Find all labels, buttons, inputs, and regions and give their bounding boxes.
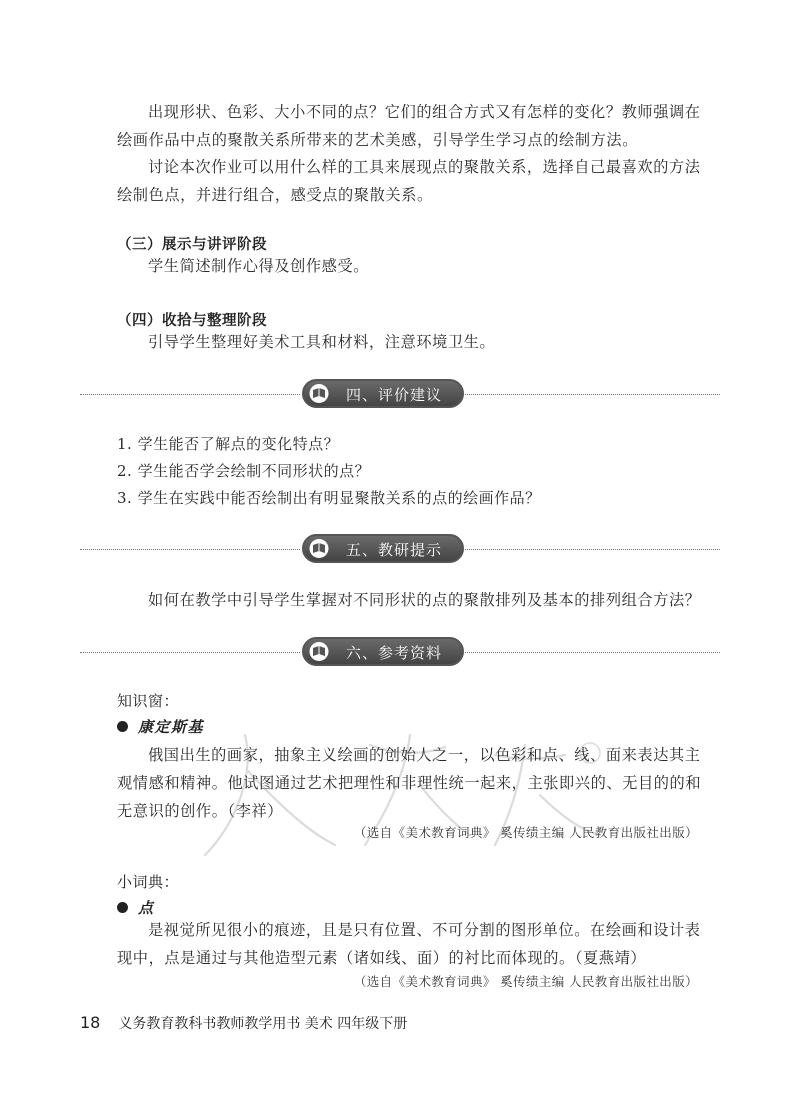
section-4-heading: （四）收拾与整理阶段 xyxy=(117,313,267,329)
banner-pill xyxy=(302,534,464,563)
knowledge-window-title-text: 康定斯基 xyxy=(138,718,205,736)
dotted-rule-left xyxy=(80,652,300,653)
dotted-rule-right xyxy=(465,549,720,550)
evaluation-item-3: 3. 学生在实践中能否绘制出有明显聚散关系的点的绘画作品？ xyxy=(117,489,541,507)
evaluation-item-2: 2. 学生能否学会绘制不同形状的点？ xyxy=(117,462,371,480)
bullet-icon xyxy=(117,721,128,732)
banner-label: 六、参考资料 xyxy=(346,644,443,662)
knowledge-window-title xyxy=(117,716,204,737)
banner-label: 五、教研提示 xyxy=(346,541,443,559)
dictionary-text: 是视觉所见很小的痕迹，且是只有位置、不可分割的图形单位。在绘画和设计表现中，点是通过与其他造型元素（诸如线、面）的衬比而体现的。（夏燕靖） xyxy=(117,921,701,967)
references-banner xyxy=(80,635,720,669)
evaluation-banner xyxy=(80,377,720,411)
intro-paragraph-1: 出现形状、色彩、大小不同的点？它们的组合方式又有怎样的变化？教师强调在绘画作品中点的聚散关系所带来的艺术美感，引导学生学习点的绘制方法。 xyxy=(117,103,701,149)
dictionary-label: 小词典： xyxy=(117,873,180,891)
intro-paragraph-2: 讨论本次作业可以用什么样的工具来展现点的聚散关系，选择自己最喜欢的方法绘制色点，并进行组合，感受点的聚散关系。 xyxy=(117,158,701,204)
page-footer xyxy=(80,1013,407,1033)
book-emblem-icon xyxy=(308,382,333,405)
book-emblem-icon xyxy=(308,640,333,663)
knowledge-window-label: 知识窗： xyxy=(117,692,180,710)
dotted-rule-right xyxy=(465,652,720,653)
section-4-text: 引导学生整理好美术工具和材料，注意环境卫生。 xyxy=(148,333,496,351)
research-text: 如何在教学中引导学生掌握对不同形状的点的聚散排列及基本的排列组合方法？ xyxy=(148,591,701,609)
book-emblem-icon xyxy=(308,537,333,560)
dictionary-title xyxy=(117,897,155,918)
evaluation-item-1: 1. 学生能否了解点的变化特点？ xyxy=(117,435,340,453)
bullet-icon xyxy=(117,902,128,913)
book-title: 义务教育教科书教师教学用书 美术 四年级下册 xyxy=(118,1016,408,1032)
dictionary-source: （选自《美术教育词典》 奚传绩主编 人民教育出版社出版） xyxy=(353,974,698,989)
knowledge-window-source: （选自《美术教育词典》 奚传绩主编 人民教育出版社出版） xyxy=(353,825,698,840)
section-3-text: 学生简述制作心得及创作感受。 xyxy=(148,257,370,275)
knowledge-window-text: 俄国出生的画家，抽象主义绘画的创始人之一，以色彩和点、线、面来表达其主观情感和精神。他试图通过艺术把理性和非理性统一起来，主张即兴的、无目的的和无意识的创作。（李祥） xyxy=(117,746,702,820)
dotted-rule-left xyxy=(80,394,300,395)
dotted-rule-left xyxy=(80,549,300,550)
banner-label: 四、评价建议 xyxy=(346,386,443,404)
dotted-rule-right xyxy=(465,394,720,395)
section-3-heading: （三）展示与讲评阶段 xyxy=(117,237,267,253)
banner-pill xyxy=(302,379,464,408)
page-number: 18 xyxy=(80,1013,101,1032)
banner-pill xyxy=(302,637,464,666)
research-banner xyxy=(80,532,720,566)
dictionary-title-text: 点 xyxy=(138,899,155,917)
